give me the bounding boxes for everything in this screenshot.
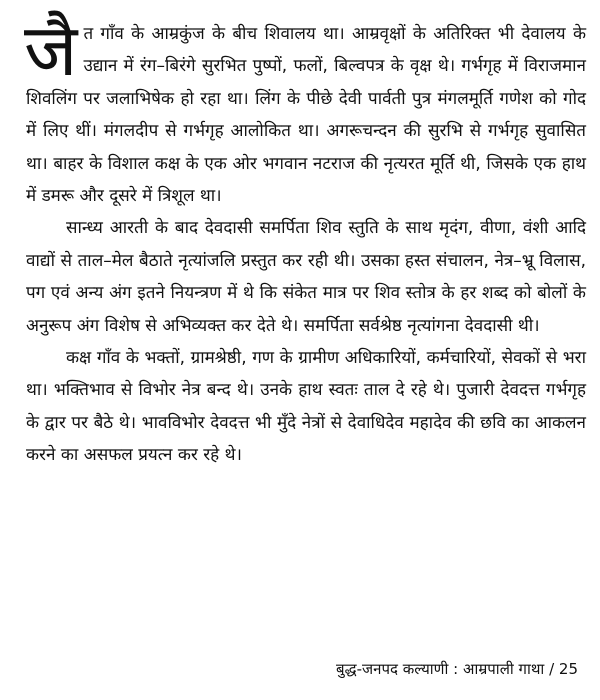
paragraph-1 [24, 8, 586, 212]
paragraph-3: कक्ष गाँव के भक्तों, ग्रामश्रेष्ठी, गण के ग्रामीण अधिकारियों, कर्मचारियों, सेवकों से भरा था। भक्तिभाव से विभोर नेत्र बन्द थे। उनके हाथ स्वतः ताल दे रहे थे। पुजारी देवदत्त गर्भगृह के द्वार पर बैठे थे। भावविभोर देवदत्त भी मुँदे नेत्रों से देवाधिदेव महादेव की छवि का आकलन करने का असफल प्रयत्न कर रहे थे। [26, 348, 586, 466]
paragraph-2: सान्ध्य आरती के बाद देवदासी समर्पिता शिव स्तुति के साथ मृदंग, वीणा, वंशी आदि वाद्यों से ताल–मेल बैठाते नृत्यांजलि प्रस्तुत कर रही थी। उसका हस्त संचालन, नेत्र–भ्रू विलास, पग एवं अन्य अंग इतने नियन्त्रण में थे कि संकेत मात्र पर शिव स्तोत्र के हर शब्द को बोलों के अनुरूप अंग विशेष से अभिव्यक्त कर देते थे। समर्पिता सर्वश्रेष्ठ नृत्यांगना देवदासी थी। [26, 218, 586, 336]
paragraph-1-text: त गाँव के आम्रकुंज के बीच शिवालय था। आम्रवृक्षों के अतिरिक्त भी देवालय के उद्यान में रंग–बिरंगे सुरभित पुष्पों, फलों, बिल्वपत्र के वृक्ष थे। गर्भगृह में विराजमान शिवलिंग पर जलाभिषेक हो रहा था। लिंग के पीछे देवी पार्वती पुत्र मंगलमूर्ति गणेश को गोद में लिए थीं। मंगलदीप से गर्भगृह आलोकित था। अगरूचन्दन की सुरभि से गर्भगृह सुवासित था। बाहर के विशाल कक्ष के एक ओर भगवान नटराज की नृत्यरत मूर्ति थी, जिसके एक हाथ में डमरू और दूसरे में त्रिशूल था। [26, 24, 586, 207]
drop-cap-letter: जै [24, 8, 78, 92]
article-body [24, 8, 586, 472]
page-footer-running-title: बुद्ध-जनपद कल्याणी : आम्रपाली गाथा / 25 [336, 660, 578, 678]
